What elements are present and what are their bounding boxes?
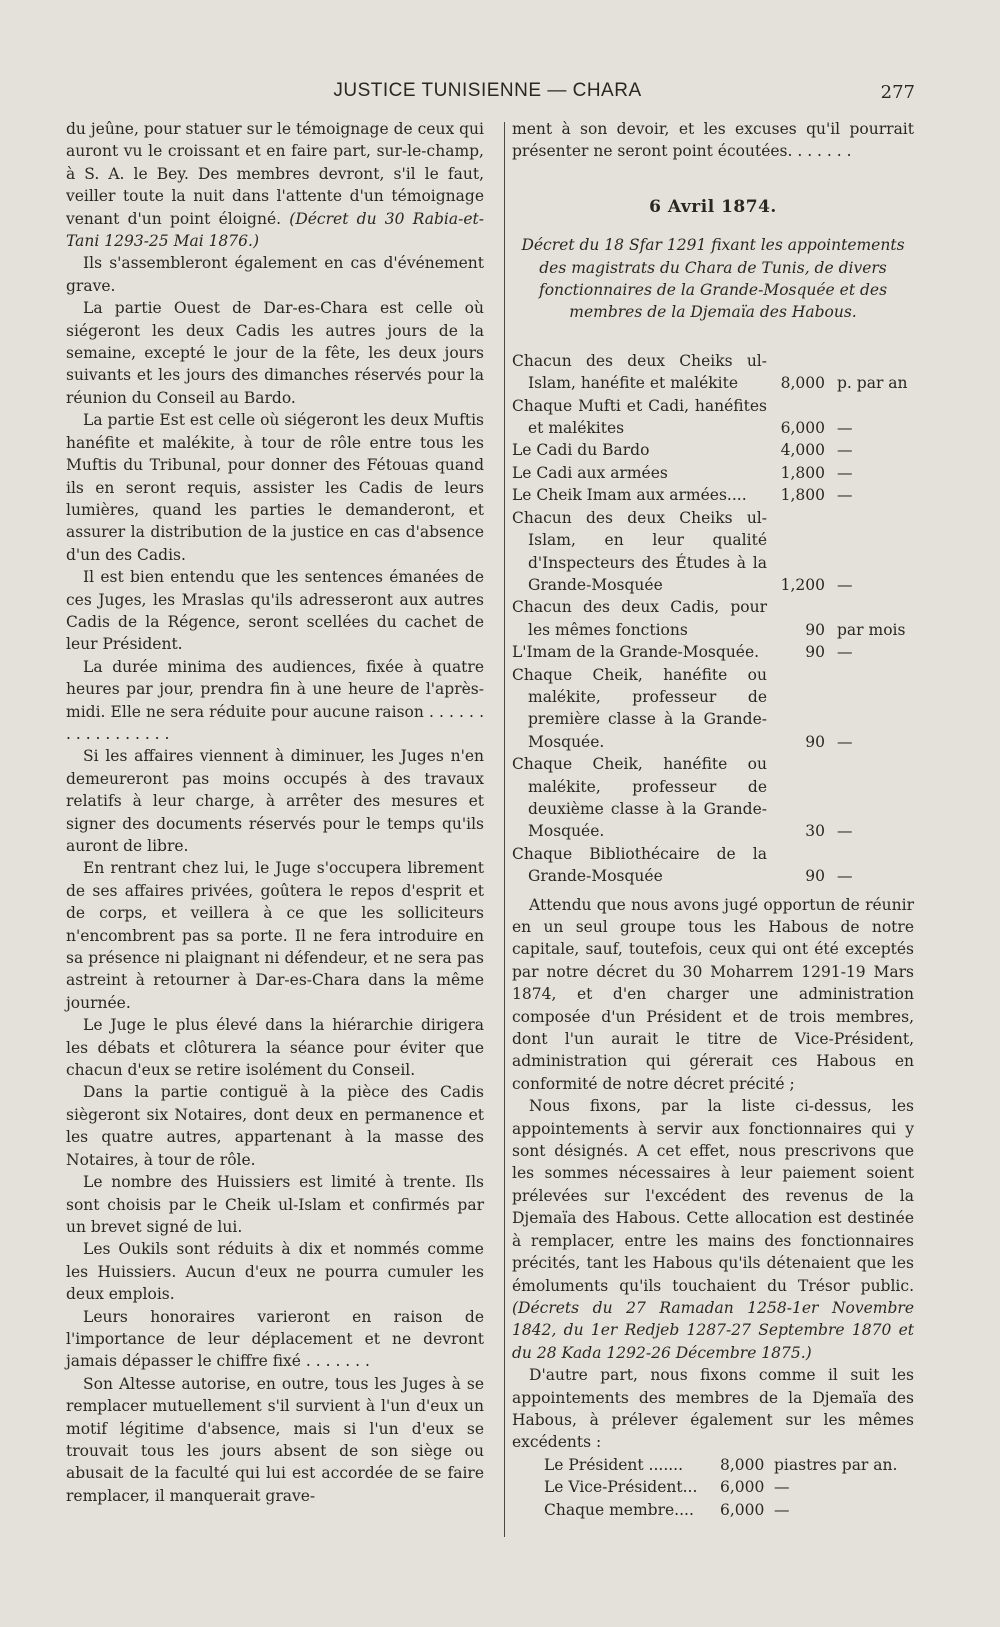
salary-label bbox=[512, 395, 767, 440]
salary-label bbox=[512, 350, 767, 395]
paragraph-text: Le nombre des Huissiers est limité à trente. Ils sont choisis par le Cheik ul-Islam et confirmés par un brevet signé de lui. bbox=[66, 1173, 484, 1236]
continuation-paragraph: ment à son devoir, et les excuses qu'il pourrait présenter ne seront point écoutées. . . . . . . bbox=[512, 120, 914, 161]
salary-label-text: Chacun des deux Cheiks ul-Islam, hanéfite et malékite bbox=[512, 351, 767, 393]
salary-label-text: Chaque Bibliothécaire de la Grande-Mosquée bbox=[512, 844, 767, 886]
salary-row bbox=[512, 484, 914, 506]
salary-label bbox=[512, 843, 767, 888]
salary-table bbox=[512, 350, 914, 888]
salary-label bbox=[512, 462, 767, 484]
salary-row bbox=[512, 395, 914, 440]
salary-label-text: Le Cadi aux armées bbox=[512, 463, 668, 482]
salary-amount: 1,800 bbox=[780, 486, 825, 505]
paragraph-text: D'autre part, nous fixons comme il suit les appointements des membres de la Djemaïa des Habous, à prélever également sur les mêmes excédents : bbox=[512, 1366, 914, 1452]
salary-row bbox=[512, 350, 914, 395]
salary-row bbox=[512, 753, 914, 843]
decree-reference: (Décret du 30 Rabia-et-Tani 1293-25 Mai 1876.) bbox=[66, 209, 484, 251]
paragraph bbox=[66, 1014, 484, 1081]
salary-row bbox=[512, 664, 914, 754]
running-title: JUSTICE TUNISIENNE — CHARA bbox=[333, 80, 642, 101]
paragraph-text: Les Oukils sont réduits à dix et nommés comme les Huissiers. Aucun d'eux ne pourra cumuler les deux emplois. bbox=[66, 1240, 484, 1304]
salary-amount: 90 bbox=[805, 620, 825, 639]
djemaia-unit: — bbox=[774, 1500, 790, 1519]
paragraph bbox=[66, 297, 484, 409]
djemaia-label: Chaque membre.... bbox=[544, 1500, 694, 1519]
djemaia-amount: 8,000 bbox=[720, 1455, 765, 1474]
paragraph-text: En rentrant chez lui, le Juge s'occupera librement de ses affaires privées, goûtera le repos d'esprit et de corps, et veillera à ce que les solliciteurs n'encombrent pas sa porte. Il ne fera introduire en sa présence ni plaignant ni défendeur, et ne sera pas astreint à retourner à Dar-es-Chara dans la même journée. bbox=[66, 859, 484, 1012]
salary-amount: 90 bbox=[805, 732, 825, 751]
salary-unit: — bbox=[837, 867, 853, 886]
salary-unit: — bbox=[837, 643, 853, 662]
right-column bbox=[512, 118, 914, 1521]
djemaia-row bbox=[544, 1454, 904, 1476]
salary-amount: 30 bbox=[805, 822, 825, 841]
salary-unit: — bbox=[837, 732, 853, 751]
paragraph bbox=[66, 566, 484, 656]
paragraph-text: Son Altesse autorise, en outre, tous les Juges à se remplacer mutuellement s'il survient à l'un d'eux un motif légitime d'absence, mais si l'un d'eux se trouvait tous les jours absent de son siège ou abusait de la faculté qui lui est accordée de se faire remplacer, il manquerait grave- bbox=[66, 1374, 484, 1505]
salary-label-text: Chaque Mufti et Cadi, hanéfites et malékites bbox=[512, 396, 767, 438]
page-number: 277 bbox=[880, 82, 915, 103]
salary-amount: 1,800 bbox=[780, 463, 825, 482]
salary-amount: 8,000 bbox=[780, 374, 825, 393]
salary-unit: — bbox=[837, 441, 853, 460]
paragraph bbox=[66, 1171, 484, 1238]
salary-unit: p. par an bbox=[837, 374, 908, 393]
djemaia-label: Le Vice-Président... bbox=[544, 1478, 698, 1497]
paragraph bbox=[66, 409, 484, 566]
paragraph-text: du jeûne, pour statuer sur le témoignage de ceux qui auront vu le croissant et en faire part, sur-le-champ, à S. A. le Bey. Des membres devront, s'il le faut, veiller toute la nuit dans l'attente d'un témoignage venant d'un point éloigné. bbox=[66, 120, 484, 228]
paragraph-text: Il est bien entendu que les sentences émanées de ces Juges, les Mraslas qu'ils adresseront aux autres Cadis de la Régence, seront scellées du cachet de leur Président. bbox=[66, 568, 484, 654]
paragraph-text: La partie Ouest de Dar-es-Chara est celle où siégeront les deux Cadis les autres jours de la semaine, excepté le jour de la fête, les deux jours suivants et les jours des dimanches réservés pour la réunion du Conseil au Bardo. bbox=[66, 299, 484, 407]
paragraph bbox=[66, 1081, 484, 1171]
paragraph bbox=[66, 1306, 484, 1373]
paragraph-text: Leurs honoraires varieront en raison de l'importance de leur déplacement et ne devront jamais dépasser le chiffre fixé . . . . . . . bbox=[66, 1307, 484, 1371]
paragraph bbox=[512, 1364, 914, 1454]
salary-row bbox=[512, 439, 914, 461]
decree-reference: (Décrets du 27 Ramadan 1258-1er Novembre 1842, du 1er Redjeb 1287-27 Septembre 1870 et du 28 Kada 1292-26 Décembre 1875.) bbox=[512, 1298, 914, 1362]
djemaia-amount: 6,000 bbox=[720, 1478, 765, 1497]
date-heading: 6 Avril 1874. bbox=[649, 196, 777, 217]
salary-unit: — bbox=[837, 419, 853, 438]
salary-row bbox=[512, 507, 914, 597]
djemaia-unit: — bbox=[774, 1478, 790, 1497]
paragraph bbox=[512, 1095, 914, 1364]
running-header bbox=[60, 80, 915, 108]
paragraph bbox=[66, 656, 484, 746]
paragraph bbox=[66, 252, 484, 297]
paragraph-text: Ils s'assembleront également en cas d'événement grave. bbox=[66, 254, 484, 295]
paragraph-text: Le Juge le plus élevé dans la hiérarchie dirigera les débats et clôturera la séance pour éviter que chacun d'eux se retire isolément du Conseil. bbox=[66, 1016, 484, 1080]
salary-unit: — bbox=[837, 486, 853, 505]
paragraph-text: La durée minima des audiences, fixée à quatre heures par jour, prendra fin à une heure de l'après-midi. Elle ne sera réduite pour aucune raison . . . . . . . . . . . . . . . . . bbox=[66, 657, 484, 743]
djemaia-row bbox=[544, 1476, 904, 1498]
paragraph bbox=[66, 1373, 484, 1507]
salary-row bbox=[512, 462, 914, 484]
djemaia-amount: 6,000 bbox=[720, 1500, 765, 1519]
djemaia-salary-table bbox=[544, 1454, 904, 1521]
djemaia-row bbox=[544, 1499, 904, 1521]
salary-row bbox=[512, 641, 914, 663]
salary-label-text: Chacun des deux Cheiks ul-Islam, en leur qualité d'Inspecteurs des Études à la Grande-Mosquée bbox=[512, 508, 767, 594]
paragraph bbox=[66, 857, 484, 1014]
paragraph-text: Attendu que nous avons jugé opportun de réunir en un seul groupe tous les Habous de notre capitale, sauf, toutefois, ceux qui ont été exceptés par notre décret du 30 Moharrem 1291-19 Mars 1874, et d'en charger une administration composée d'un Président et de trois membres, dont l'un aurait le titre de Vice-Président, administration qui gérerait ces Habous en conformité de notre décret précité ; bbox=[512, 895, 914, 1093]
salary-label-text: Chaque Cheik, hanéfite ou malékite, professeur de première classe à la Grande-Mosquée. bbox=[512, 665, 767, 751]
salary-amount: 4,000 bbox=[780, 441, 825, 460]
salary-row bbox=[512, 596, 914, 641]
djemaia-label: Le Président ....... bbox=[544, 1455, 684, 1474]
paragraph bbox=[66, 1238, 484, 1305]
paragraph-text: Dans la partie contiguë à la pièce des Cadis siègeront six Notaires, dont deux en permanence et les quatre autres, appartenant à la masse des Notaires, à tour de rôle. bbox=[66, 1083, 484, 1169]
salary-label-text: Chaque Cheik, hanéfite ou malékite, professeur de deuxième classe à la Grande-Mosquée. bbox=[512, 755, 767, 841]
paragraph-text: Nous fixons, par la liste ci-dessus, les appointements à servir aux fonctionnaires qui y sont désignés. A cet effet, nous prescrivons que les sommes nécessaires à leur paiement soient prélevées sur l'excédent des revenus de la Djemaïa des Habous. Cette allocation est destinée à remplacer, entre les mains des fonctionnaires précités, tant les Habous qu'ils détenaient que les émoluments qu'ils touchaient du Trésor public. bbox=[512, 1097, 914, 1295]
salary-amount: 90 bbox=[805, 867, 825, 886]
column-divider bbox=[504, 122, 505, 1537]
salary-label bbox=[512, 484, 767, 506]
salary-label bbox=[512, 507, 767, 597]
paragraph-text: La partie Est est celle où siégeront les deux Muftis hanéfite et malékite, à tour de rôle entre tous les Muftis du Tribunal, pour donner des Fétouas quand ils en seront requis, assister les Cadis de leurs lumières, quand les parties le demanderont, et assurer la distribution de la justice en cas d'absence d'un des Cadis. bbox=[66, 411, 484, 564]
left-column bbox=[66, 118, 484, 1507]
salary-label bbox=[512, 596, 767, 641]
salary-label-text: Chacun des deux Cadis, pour les mêmes fonctions bbox=[512, 598, 767, 639]
paragraph-text: Si les affaires viennent à diminuer, les Juges n'en demeureront pas moins occupés à des travaux relatifs à leur charge, à arrêter des mesures et signer des documents réservés pour le temps qu'ils auront de libre. bbox=[66, 747, 484, 855]
salary-label bbox=[512, 439, 767, 461]
paragraph bbox=[66, 745, 484, 857]
salary-label bbox=[512, 641, 767, 663]
salary-unit: — bbox=[837, 463, 853, 482]
salary-row bbox=[512, 843, 914, 888]
salary-amount: 90 bbox=[805, 643, 825, 662]
salary-label-text: Le Cadi du Bardo bbox=[512, 441, 650, 460]
salary-label-text: Le Cheik Imam aux armées.... bbox=[512, 486, 747, 505]
salary-unit: — bbox=[837, 822, 853, 841]
salary-unit: — bbox=[837, 575, 853, 594]
paragraph bbox=[512, 894, 914, 1096]
right-paragraphs bbox=[512, 894, 914, 1454]
salary-label-text: L'Imam de la Grande-Mosquée. bbox=[512, 643, 760, 662]
paragraph bbox=[66, 118, 484, 252]
salary-amount: 6,000 bbox=[780, 419, 825, 438]
salary-unit: par mois bbox=[837, 620, 906, 639]
salary-amount: 1,200 bbox=[780, 575, 825, 594]
salary-label bbox=[512, 753, 767, 843]
djemaia-unit: piastres par an. bbox=[774, 1455, 898, 1474]
decree-title: Décret du 18 Sfar 1291 fixant les appointements des magistrats du Chara de Tunis, de divers fonctionnaires de la Grande-Mosquée et des membres de la Djemaïa des Habous. bbox=[521, 236, 905, 322]
salary-label bbox=[512, 664, 767, 754]
